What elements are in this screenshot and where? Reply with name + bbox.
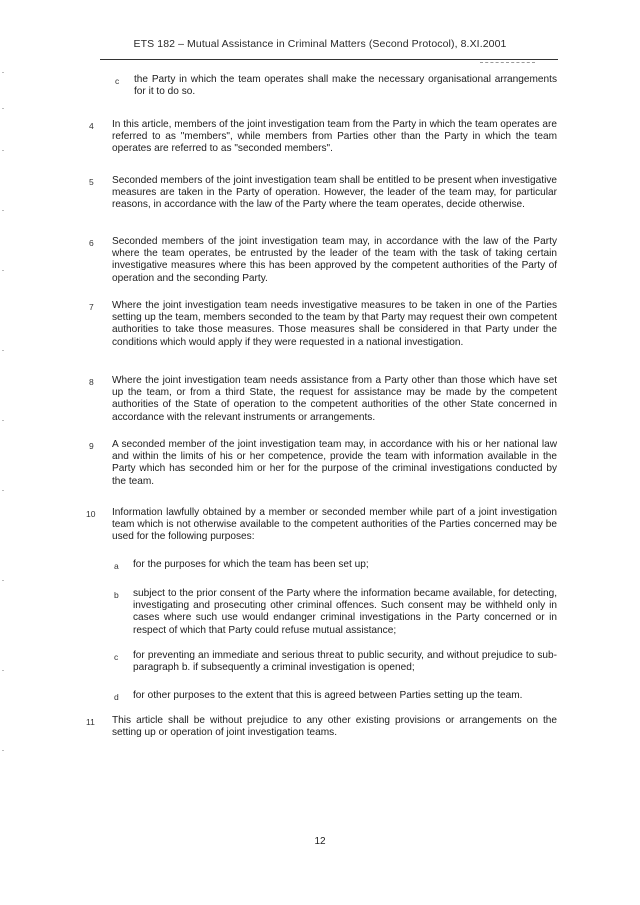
- paragraph: This article shall be without prejudice to any other existing provisions or arrangements on the setting up or operation of joint investigation teams.: [112, 715, 557, 739]
- paragraph: In this article, members of the joint investigation team from the Party in which the team operates are referred to as "members", while members from Parties other than the Party in which the team operates are referred to as "seconded members".: [112, 119, 557, 155]
- paragraph-number: 6: [89, 238, 94, 248]
- header-rule-fragment: [480, 62, 535, 63]
- subparagraph: for preventing an immediate and serious threat to public security, and without prejudice to sub-paragraph b. if subsequently a criminal investigation is opened;: [133, 650, 557, 674]
- subparagraph: for other purposes to the extent that this is agreed between Parties setting up the team.: [133, 690, 523, 701]
- subparagraph-letter: b: [114, 590, 119, 600]
- paragraph-number: 5: [89, 177, 94, 187]
- subparagraph: subject to the prior consent of the Party where the information became available, for detecting, investigating and prosecuting other criminal offences. Such consent may be withheld only in cases where such use would endanger criminal investigations in the Party concerned or in respect of which that Party could refuse mutual assistance;: [133, 588, 557, 636]
- paragraph-number: 7: [89, 302, 94, 312]
- paragraph-number: 4: [89, 121, 94, 131]
- page-number: 12: [314, 836, 326, 847]
- list-item: the Party in which the team operates shall make the necessary organisational arrangements for it to do so.: [134, 74, 557, 98]
- paragraph-number: 10: [86, 509, 96, 519]
- page-header: ETS 182 – Mutual Assistance in Criminal Matters (Second Protocol), 8.XI.2001: [133, 38, 507, 50]
- paragraph: Information lawfully obtained by a member or seconded member while part of a joint investigation team which is not otherwise available to the competent authorities of the Parties concerned may be used for the following purposes:: [112, 507, 557, 543]
- paragraph: Where the joint investigation team needs investigative measures to be taken in one of the Parties setting up the team, members seconded to the team by that Party may request their own competent authorities to take those measures. Those measures shall be considered in that Party under the conditions which would apply if they were requested in a national investigation.: [112, 300, 557, 348]
- margin-scan-ticks: [2, 60, 6, 760]
- paragraph: Where the joint investigation team needs assistance from a Party other than those which have set up the team, or from a third State, the request for assistance may be made by the competent authorities of the State of operation to the competent authorities of the other State concerned in accordance with the relevant instruments or arrangements.: [112, 375, 557, 423]
- paragraph-number: 9: [89, 441, 94, 451]
- paragraph: Seconded members of the joint investigation team shall be entitled to be present when investigative measures are taken in the Party of operation. However, the leader of the team may, for particular reasons, in accordance with the law of the Party where the team operates, decide otherwise.: [112, 175, 557, 211]
- subparagraph-letter: a: [114, 561, 119, 571]
- paragraph: A seconded member of the joint investigation team may, in accordance with his or her national law and within the limits of his or her competence, provide the team with information available in the Party which has seconded him or her for the purpose of the criminal investigations conducted by the team.: [112, 439, 557, 487]
- subparagraph-letter: d: [114, 692, 119, 702]
- item-marker: c: [115, 76, 120, 86]
- paragraph-number: 8: [89, 377, 94, 387]
- subparagraph: for the purposes for which the team has been set up;: [133, 559, 369, 570]
- header-rule: [100, 59, 558, 60]
- paragraph: Seconded members of the joint investigation team may, in accordance with the law of the Party where the team operates, be entrusted by the leader of the team with the task of taking certain investigative measures where this has been approved by the competent authorities of the Party of operation and the seconding Party.: [112, 236, 557, 284]
- paragraph-number: 11: [86, 717, 95, 727]
- subparagraph-letter: c: [114, 652, 119, 662]
